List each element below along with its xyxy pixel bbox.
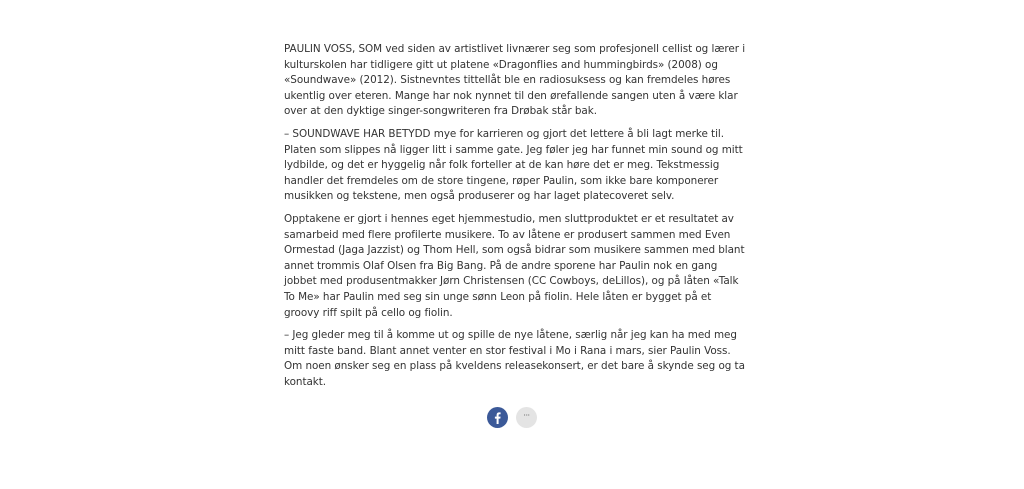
share-bar — [487, 407, 537, 428]
more-icon: ··· — [523, 411, 530, 420]
article-paragraph: – Jeg gleder meg til å komme ut og spille de nye låtene, særlig når jeg kan ha med meg mitt faste band. Blant annet venter en stor festival i Mo i Rana i mars, sier Paulin Voss. Om noen ønsker seg en plass på kveldens releasekonsert, er det bare å skynde seg og ta kontakt. — [284, 329, 745, 388]
article-paragraph: – SOUNDWAVE HAR BETYDD mye for karrieren og gjort det lettere å bli lagt merke til. Platen som slippes nå ligger litt i samme gate. Jeg føler jeg har funnet min sound og mitt lydbilde, og det er hyggelig når folk forteller at de kan høre det er meg. Tekstmessig handler det fremdeles om de store tingene, røper Paulin, som ikke bare komponerer musikken og tekstene, men også produserer og har laget platecoveret selv. — [284, 127, 743, 203]
article-paragraph: PAULIN VOSS, SOM ved siden av artistlivet livnærer seg som profesjonell cellist og lærer i kulturskolen har tidligere gitt ut platene «Dragonflies and hummingbirds» (2008) og «Soundwave» (2012). Sistnevntes tittellåt ble en radiosuksess og kan fremdeles høres ukentlig over eteren. Mange har nok nynnet til den ørefallende sangen uten å være klar over at den dyktige singer-songwriteren fra Drøbak står bak. — [284, 43, 746, 118]
facebook-share-button[interactable] — [487, 407, 508, 428]
article-body — [284, 42, 746, 397]
more-share-button[interactable] — [516, 407, 537, 428]
article-paragraph: Opptakene er gjort i hennes eget hjemmestudio, men sluttproduktet er et resultatet av samarbeid med flere profilerte musikere. To av låtene er produsert sammen med Even Ormestad (Jaga Jazzist) og Thom Hell, som også bidrar som musikere sammen med blant annet trommis Olaf Olsen fra Big Bang. På de andre sporene har Paulin nok en gang jobbet med produsentmakker Jørn Christensen (CC Cowboys, deLillos), og på låten «Talk To Me» har Paulin med seg sin unge sønn Leon på fiolin. Hele låten er bygget på et groovy riff spilt på cello og fiolin. — [284, 212, 745, 319]
facebook-icon — [494, 412, 501, 424]
